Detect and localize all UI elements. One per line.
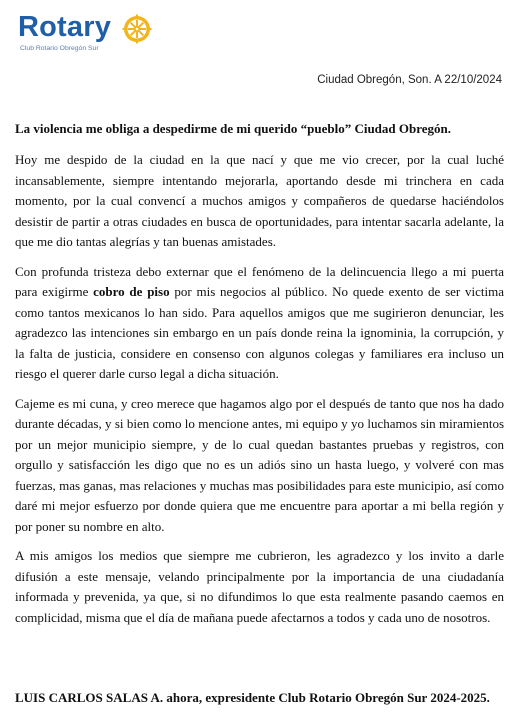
place-date: Ciudad Obregón, Son. A 22/10/2024 — [317, 74, 502, 86]
paragraph-2 — [15, 262, 504, 385]
rotary-logo — [18, 10, 158, 60]
letter-body — [15, 120, 504, 637]
letter-title: La violencia me obliga a despedirme de mi querido “pueblo” Ciudad Obregón. — [15, 121, 452, 136]
logo-subtitle: Club Rotario Obregón Sur — [20, 45, 99, 52]
paragraph-1: Hoy me despido de la ciudad en la que nací y que me vio crecer, por la cual luché incansablemente, siempre intentando mejorarla, aportando desde mi trinchera en cada momento, por la cual convencí a muchos amigos y compañeros de quedarse haciéndolos desistir de partir a otras ciudades en busca de oportunidades, para intentar sacarla adelante, la que me dio tantas alegrías y tan buenas amistades. — [15, 152, 504, 249]
signature: LUIS CARLOS SALAS A. ahora, expresidente Club Rotario Obregón Sur 2024-2025. — [15, 690, 490, 705]
paragraph-2-bold-phrase: cobro de piso — [93, 284, 170, 299]
rotary-wheel-icon — [122, 14, 152, 44]
logo-wordmark: Rotary — [18, 11, 112, 43]
paragraph-3: Cajeme es mi cuna, y creo merece que hagamos algo por el después de tanto que nos ha dado durante décadas, y si bien como lo mencione antes, mi equipo y yo luchamos sin miramientos por un mejor municipio siempre, y de lo cual quedan bastantes pruebas y registros, con orgullo y satisfacción les digo que no es un adiós sino un hasta luego, y volveré con mas fuerzas, mas ganas, mas relaciones y muchas mas posibilidades para este municipio, así como daré mi mejor esfuerzo por donde quiera que me encuentre para aportar a mi bella región y por poner su nombre en alto. — [15, 395, 504, 534]
paragraph-4: A mis amigos los medios que siempre me cubrieron, les agradezco y los invito a darle difusión a este mensaje, velando principalmente por la importancia de una ciudadanía informada y prevenida, ya que, si no difundimos lo que esta realmente pasando caemos en complicidad, misma que el día de mañana puede afectarnos a todos y cada uno de nosotros. — [15, 548, 504, 625]
paragraph-2-text-end: por mis negocios al público. No quede exento de ser victima como tantos mexicanos lo han sido. Para aquellos amigos que me sugirieron denunciar, les agradezco las intenciones sin embargo en un país donde reina la ignominia, la corrupción, y la falta de justicia, considere en consenso con algunos colegas y familiares era incluso un riesgo el querer darle curso legal a dicha situación. — [15, 284, 505, 381]
paragraph-2-text-start: Con profunda tristeza debo externar que el fenómeno de la delincuencia llego a mi puerta para exigirme — [15, 263, 504, 299]
